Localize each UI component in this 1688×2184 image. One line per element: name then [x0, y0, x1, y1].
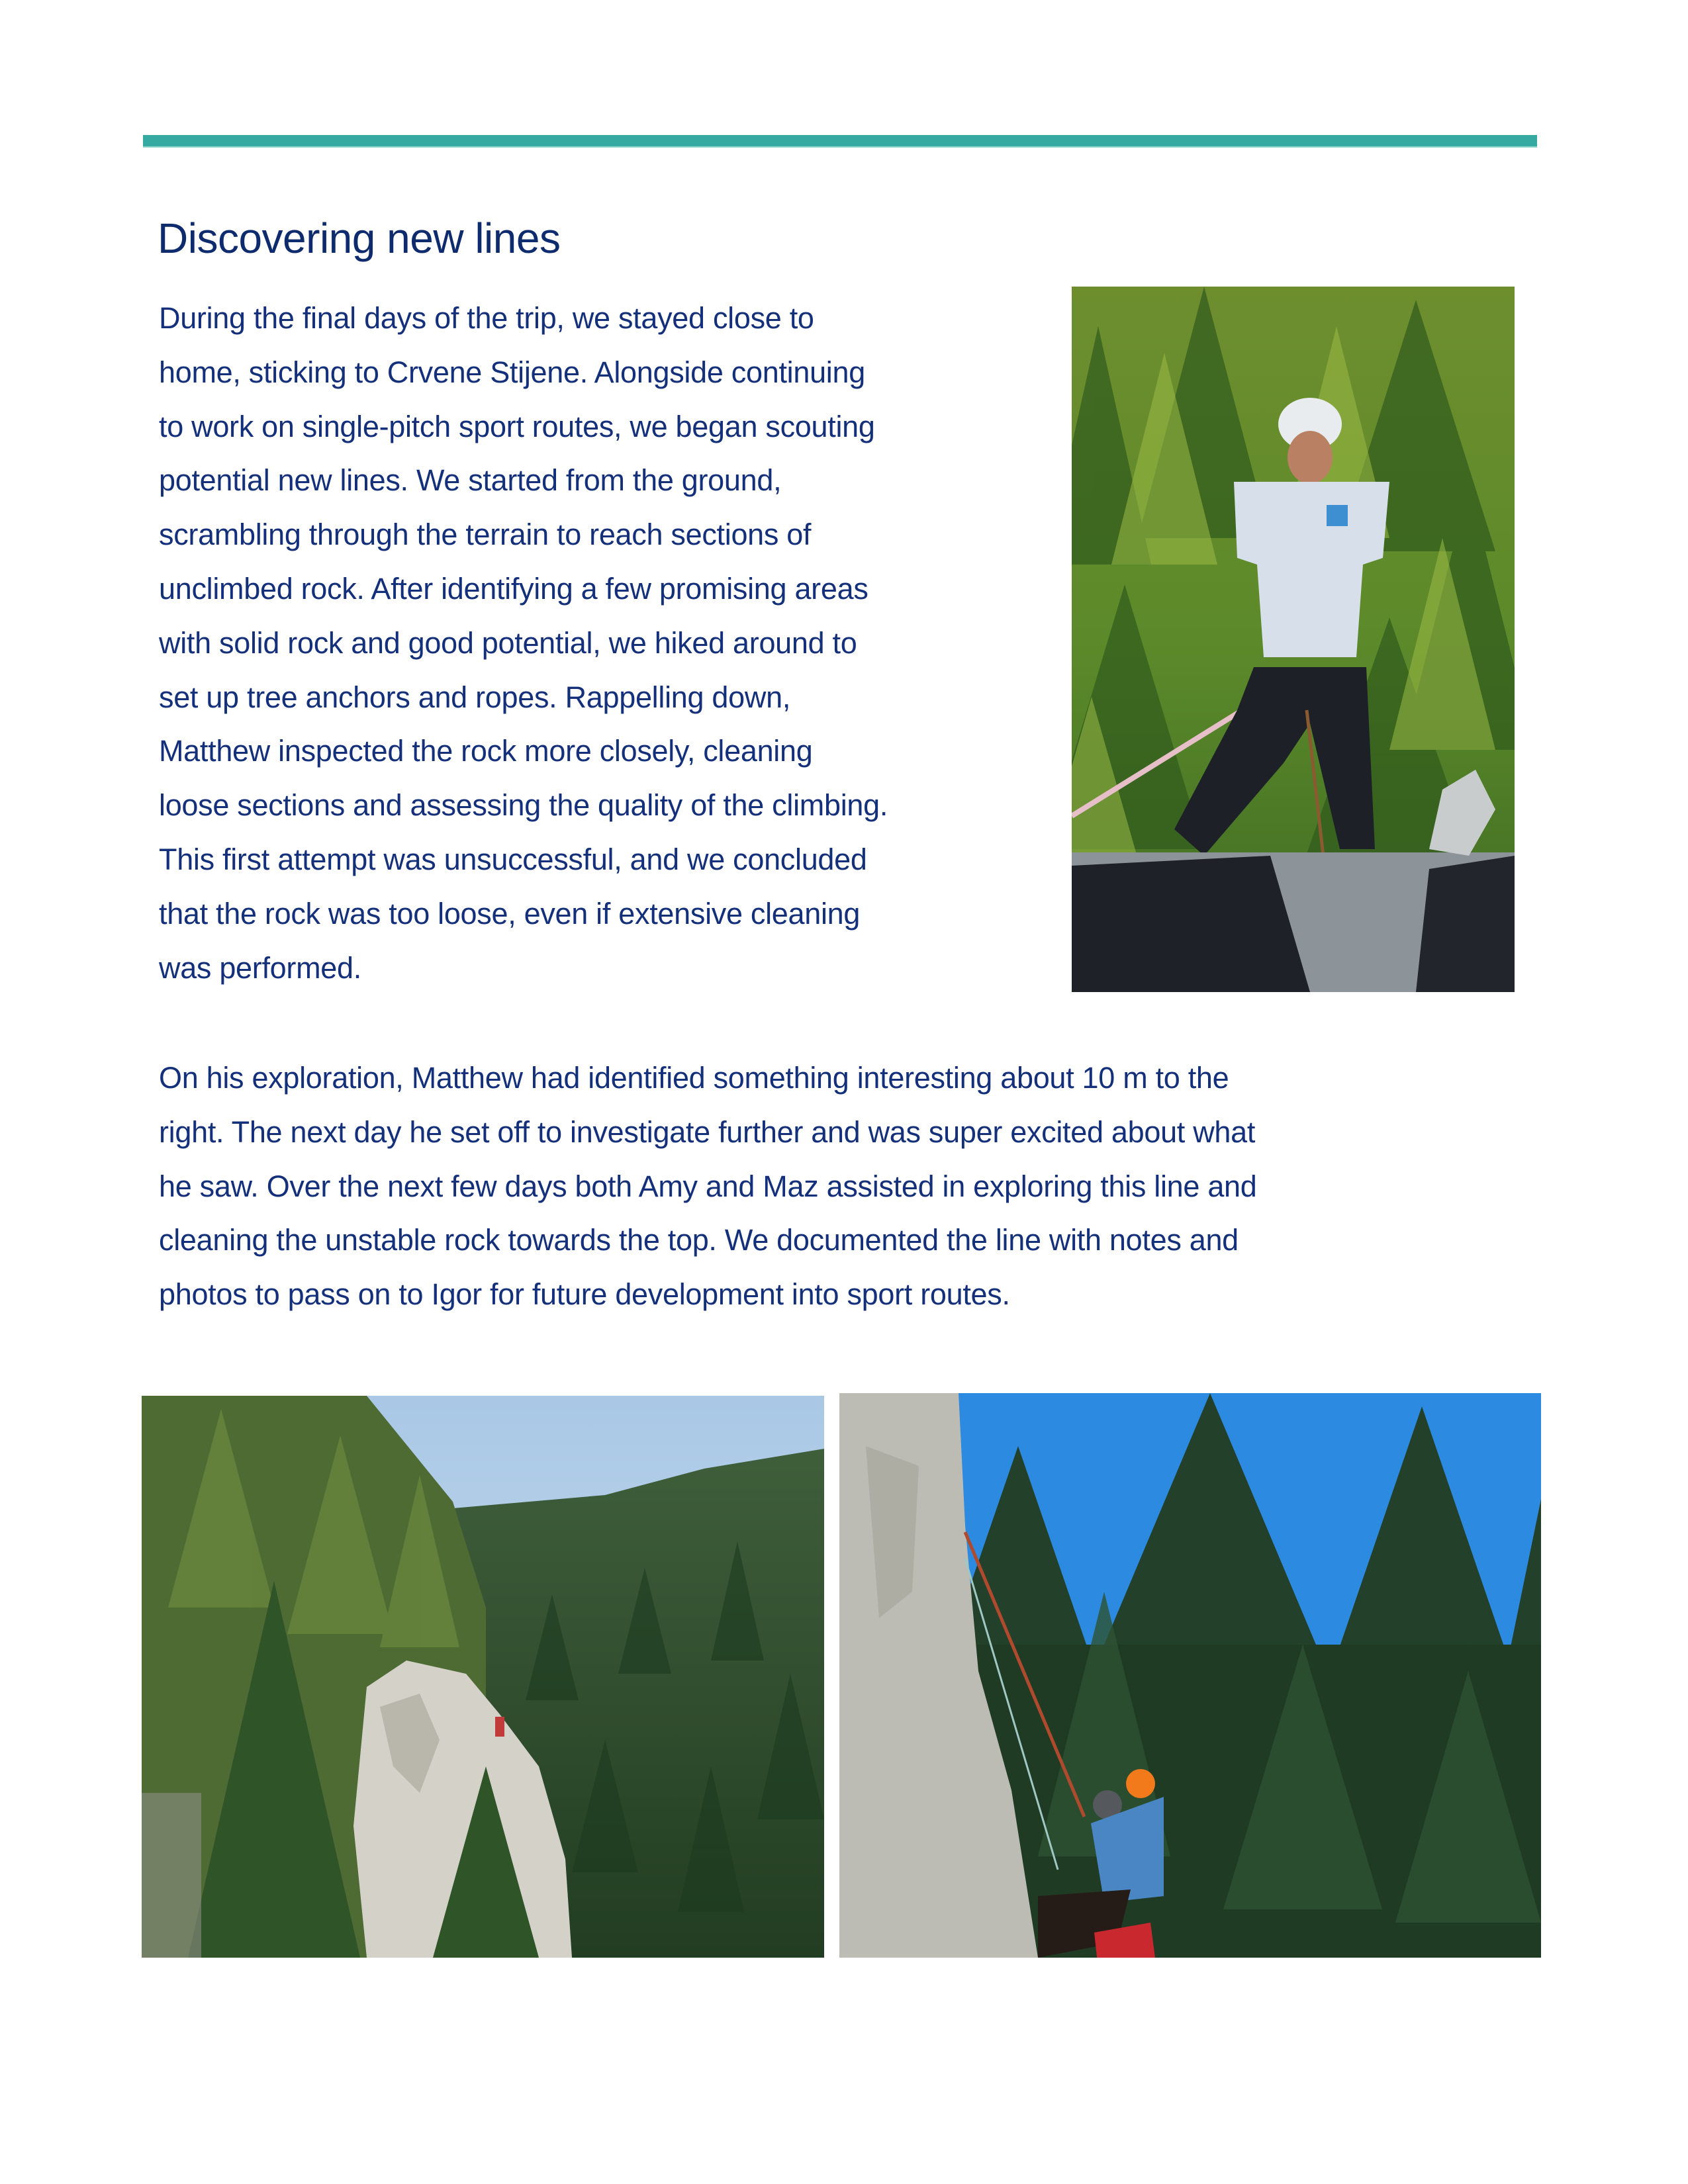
text-line: scrambling through the terrain to reach sections of [159, 518, 812, 552]
section-heading: Discovering new lines [158, 214, 561, 262]
text-line: was performed. [159, 950, 361, 985]
photo-rock-pillar-forest [142, 1396, 824, 1958]
text-line: Matthew inspected the rock more closely, cleaning [159, 734, 813, 768]
text-line: to work on single-pitch sport routes, we began scouting [159, 409, 875, 443]
photo-climber-rappelling [1072, 287, 1515, 992]
photo-climbers-on-rope [839, 1393, 1541, 1958]
text-line: right. The next day he set off to investigate further and was super excited about what [159, 1115, 1256, 1149]
text-line: cleaning the unstable rock towards the top. We documented the line with notes and [159, 1223, 1239, 1257]
paragraph-new-line [159, 1051, 1536, 1322]
text-line: that the rock was too loose, even if extensive cleaning [159, 896, 861, 931]
text-line: he saw. Over the next few days both Amy and Maz assisted in exploring this line and [159, 1169, 1257, 1203]
text-line: set up tree anchors and ropes. Rappelling down, [159, 680, 791, 714]
text-line: This first attempt was unsuccessful, and we concluded [159, 842, 867, 876]
text-line: On his exploration, Matthew had identified something interesting about 10 m to the [159, 1061, 1229, 1095]
text-line: with solid rock and good potential, we hiked around to [159, 625, 857, 660]
text-line: loose sections and assessing the quality of the climbing. [159, 788, 888, 823]
text-line: unclimbed rock. After identifying a few promising areas [159, 571, 868, 606]
paragraph-first-attempt [159, 291, 1046, 995]
text-line: potential new lines. We started from the ground, [159, 463, 782, 498]
text-line: home, sticking to Crvene Stijene. Alongside continuing [159, 355, 865, 389]
text-line: During the final days of the trip, we stayed close to [159, 301, 814, 335]
header-accent-rule [143, 135, 1537, 148]
text-line: photos to pass on to Igor for future development into sport routes. [159, 1277, 1010, 1312]
